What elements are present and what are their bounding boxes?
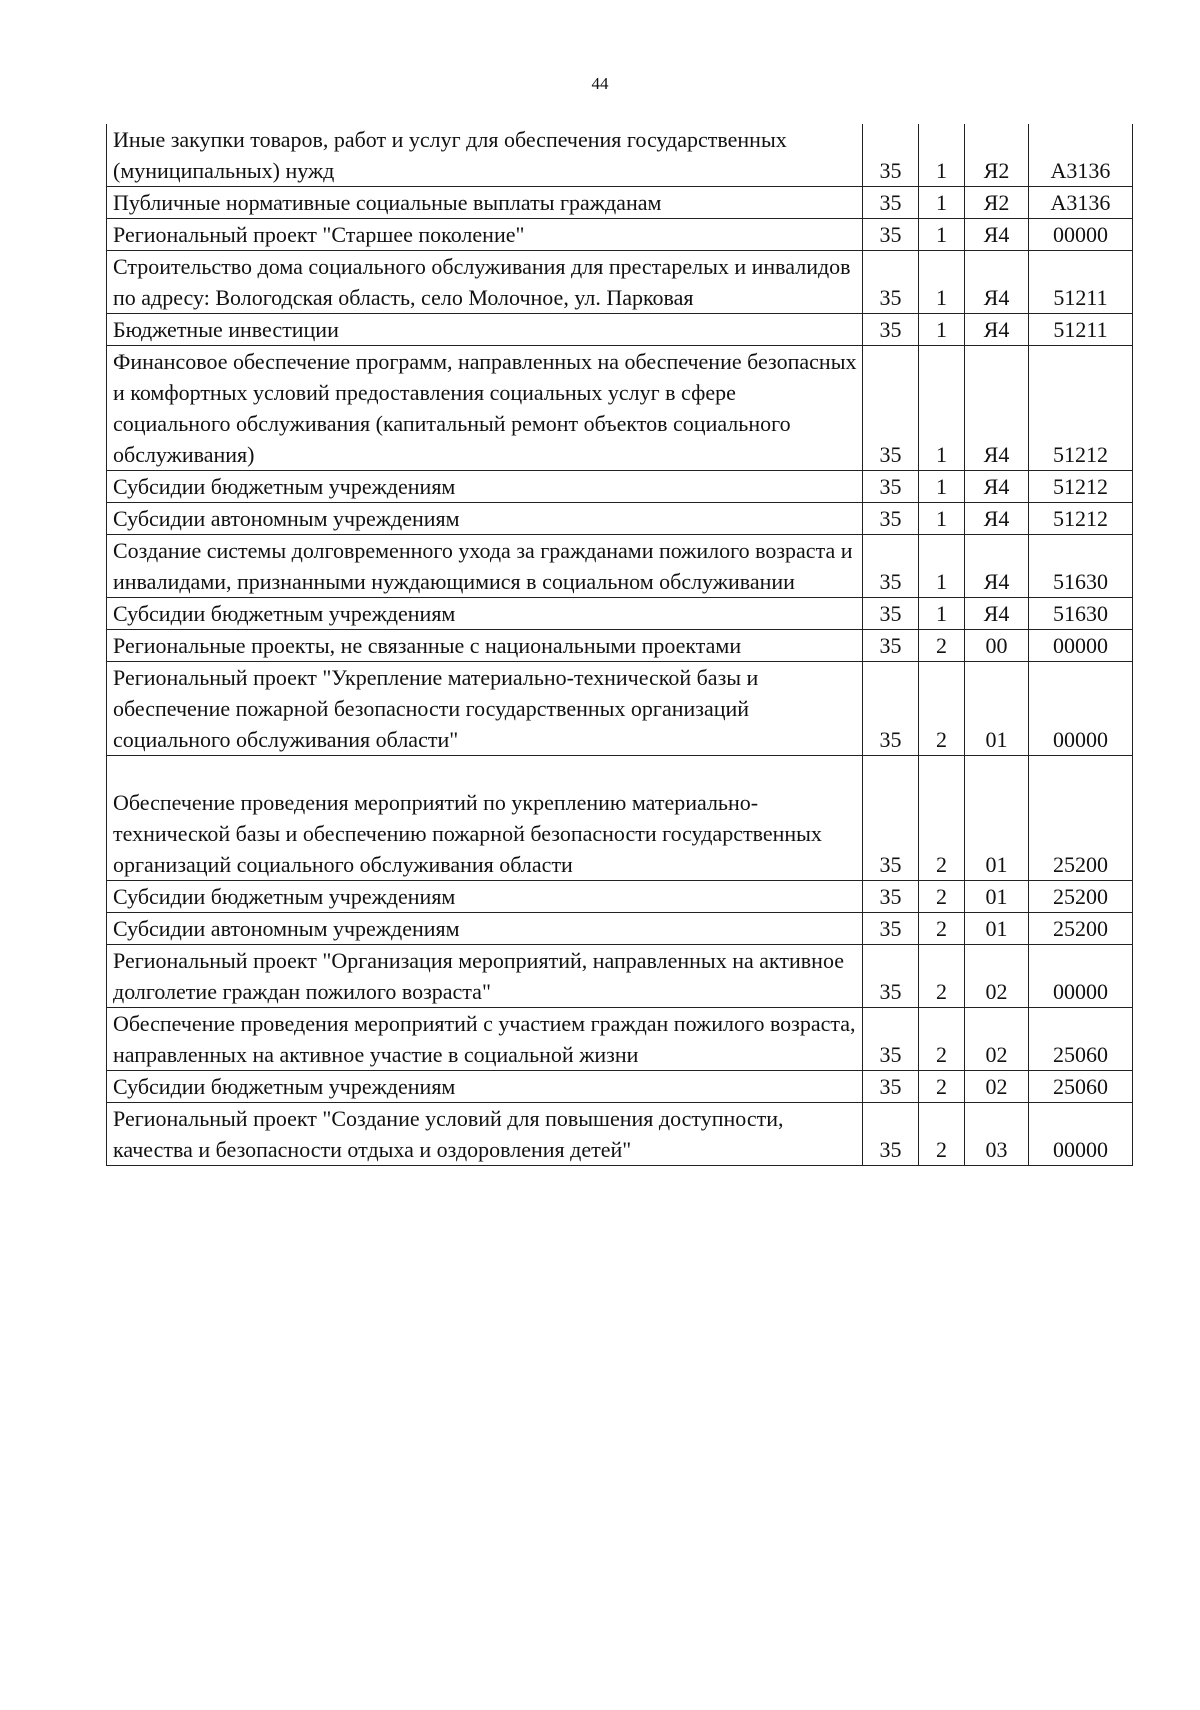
code-col-2: 2 xyxy=(919,913,965,945)
code-col-1: 35 xyxy=(863,1071,919,1103)
table-row xyxy=(107,598,1133,630)
code-col-3: 02 xyxy=(965,1008,1029,1071)
code-col-1: 35 xyxy=(863,219,919,251)
code-col-4: 51212 xyxy=(1029,471,1133,503)
row-name: Бюджетные инвестиции xyxy=(107,314,863,346)
table-row xyxy=(107,881,1133,913)
row-name: Субсидии автономным учреждениям xyxy=(107,503,863,535)
row-name: Субсидии бюджетным учреждениям xyxy=(107,471,863,503)
code-col-2: 1 xyxy=(919,535,965,598)
code-col-4: А3136 xyxy=(1029,187,1133,219)
code-col-2: 1 xyxy=(919,219,965,251)
code-col-2: 1 xyxy=(919,251,965,314)
row-name: Субсидии бюджетным учреждениям xyxy=(107,1071,863,1103)
table-row xyxy=(107,346,1133,471)
budget-classification-table xyxy=(106,124,1133,1166)
code-col-2: 2 xyxy=(919,1071,965,1103)
code-col-4: 00000 xyxy=(1029,219,1133,251)
code-col-4: А3136 xyxy=(1029,124,1133,187)
code-col-4: 25200 xyxy=(1029,913,1133,945)
table-row xyxy=(107,251,1133,314)
code-col-1: 35 xyxy=(863,124,919,187)
table-row xyxy=(107,945,1133,1008)
code-col-3: 01 xyxy=(965,881,1029,913)
code-col-3: 03 xyxy=(965,1103,1029,1166)
row-name: Финансовое обеспечение программ, направленных на обеспечение безопасных и комфортных условий предоставления социальных услуг в сфере социального обслуживания (капитальный ремонт объектов социального обслуживания) xyxy=(107,346,863,471)
code-col-4: 00000 xyxy=(1029,630,1133,662)
row-name: Создание системы долговременного ухода за гражданами пожилого возраста и инвалидами, признанными нуждающимися в социальном обслуживании xyxy=(107,535,863,598)
code-col-3: Я4 xyxy=(965,314,1029,346)
code-col-4: 51211 xyxy=(1029,251,1133,314)
row-name: Обеспечение проведения мероприятий с участием граждан пожилого возраста, направленных на активное участие в социальной жизни xyxy=(107,1008,863,1071)
code-col-4: 25060 xyxy=(1029,1008,1133,1071)
code-col-1: 35 xyxy=(863,251,919,314)
row-name: Строительство дома социального обслуживания для престарелых и инвалидов по адресу: Вологодская область, село Молочное, ул. Парковая xyxy=(107,251,863,314)
table-row xyxy=(107,219,1133,251)
code-col-3: Я2 xyxy=(965,124,1029,187)
code-col-4: 00000 xyxy=(1029,945,1133,1008)
code-col-3: Я4 xyxy=(965,535,1029,598)
row-name: Региональные проекты, не связанные с национальными проектами xyxy=(107,630,863,662)
code-col-3: 01 xyxy=(965,913,1029,945)
code-col-3: 01 xyxy=(965,756,1029,881)
code-col-4: 00000 xyxy=(1029,662,1133,756)
code-col-2: 1 xyxy=(919,471,965,503)
code-col-3: 01 xyxy=(965,662,1029,756)
row-name: Региональный проект "Старшее поколение" xyxy=(107,219,863,251)
code-col-2: 2 xyxy=(919,756,965,881)
code-col-4: 51630 xyxy=(1029,535,1133,598)
code-col-4: 51630 xyxy=(1029,598,1133,630)
code-col-1: 35 xyxy=(863,945,919,1008)
table-row xyxy=(107,913,1133,945)
code-col-2: 2 xyxy=(919,1008,965,1071)
code-col-1: 35 xyxy=(863,346,919,471)
code-col-1: 35 xyxy=(863,1008,919,1071)
page-number: 44 xyxy=(591,74,609,93)
code-col-2: 1 xyxy=(919,187,965,219)
code-col-1: 35 xyxy=(863,881,919,913)
code-col-2: 1 xyxy=(919,503,965,535)
row-name: Региональный проект "Укрепление материально-технической базы и обеспечение пожарной безопасности государственных организаций социального обслуживания области" xyxy=(107,662,863,756)
table-row xyxy=(107,1103,1133,1166)
code-col-3: Я4 xyxy=(965,251,1029,314)
code-col-2: 2 xyxy=(919,662,965,756)
code-col-1: 35 xyxy=(863,187,919,219)
code-col-1: 35 xyxy=(863,630,919,662)
code-col-1: 35 xyxy=(863,471,919,503)
table-row xyxy=(107,1008,1133,1071)
code-col-3: 02 xyxy=(965,1071,1029,1103)
row-name: Субсидии бюджетным учреждениям xyxy=(107,598,863,630)
code-col-4: 00000 xyxy=(1029,1103,1133,1166)
code-col-1: 35 xyxy=(863,1103,919,1166)
table-row xyxy=(107,630,1133,662)
code-col-3: Я4 xyxy=(965,219,1029,251)
code-col-1: 35 xyxy=(863,756,919,881)
table-row xyxy=(107,1071,1133,1103)
code-col-1: 35 xyxy=(863,913,919,945)
row-name: Иные закупки товаров, работ и услуг для обеспечения государственных (муниципальных) нужд xyxy=(107,124,863,187)
table-row xyxy=(107,535,1133,598)
table-row xyxy=(107,314,1133,346)
code-col-4: 51212 xyxy=(1029,346,1133,471)
code-col-4: 25060 xyxy=(1029,1071,1133,1103)
code-col-3: Я4 xyxy=(965,503,1029,535)
code-col-3: Я2 xyxy=(965,187,1029,219)
code-col-3: 00 xyxy=(965,630,1029,662)
code-col-3: Я4 xyxy=(965,471,1029,503)
code-col-2: 2 xyxy=(919,1103,965,1166)
code-col-3: 02 xyxy=(965,945,1029,1008)
code-col-1: 35 xyxy=(863,662,919,756)
row-name: Региональный проект "Создание условий для повышения доступности, качества и безопасности отдыха и оздоровления детей" xyxy=(107,1103,863,1166)
table-row xyxy=(107,756,1133,881)
code-col-2: 2 xyxy=(919,945,965,1008)
code-col-2: 1 xyxy=(919,346,965,471)
code-col-4: 25200 xyxy=(1029,756,1133,881)
row-name: Обеспечение проведения мероприятий по укреплению материально-технической базы и обеспечению пожарной безопасности государственных организаций социального обслуживания области xyxy=(107,756,863,881)
code-col-2: 2 xyxy=(919,881,965,913)
code-col-4: 51212 xyxy=(1029,503,1133,535)
row-name: Региональный проект "Организация мероприятий, направленных на активное долголетие граждан пожилого возраста" xyxy=(107,945,863,1008)
table-row xyxy=(107,124,1133,187)
code-col-3: Я4 xyxy=(965,598,1029,630)
code-col-4: 51211 xyxy=(1029,314,1133,346)
code-col-4: 25200 xyxy=(1029,881,1133,913)
code-col-1: 35 xyxy=(863,598,919,630)
table-row xyxy=(107,187,1133,219)
code-col-1: 35 xyxy=(863,503,919,535)
table-row xyxy=(107,503,1133,535)
row-name: Субсидии бюджетным учреждениям xyxy=(107,881,863,913)
table-row xyxy=(107,662,1133,756)
code-col-2: 1 xyxy=(919,314,965,346)
code-col-1: 35 xyxy=(863,535,919,598)
table-row xyxy=(107,471,1133,503)
code-col-1: 35 xyxy=(863,314,919,346)
code-col-2: 2 xyxy=(919,630,965,662)
row-name: Субсидии автономным учреждениям xyxy=(107,913,863,945)
code-col-3: Я4 xyxy=(965,346,1029,471)
row-name: Публичные нормативные социальные выплаты гражданам xyxy=(107,187,863,219)
code-col-2: 1 xyxy=(919,598,965,630)
code-col-2: 1 xyxy=(919,124,965,187)
